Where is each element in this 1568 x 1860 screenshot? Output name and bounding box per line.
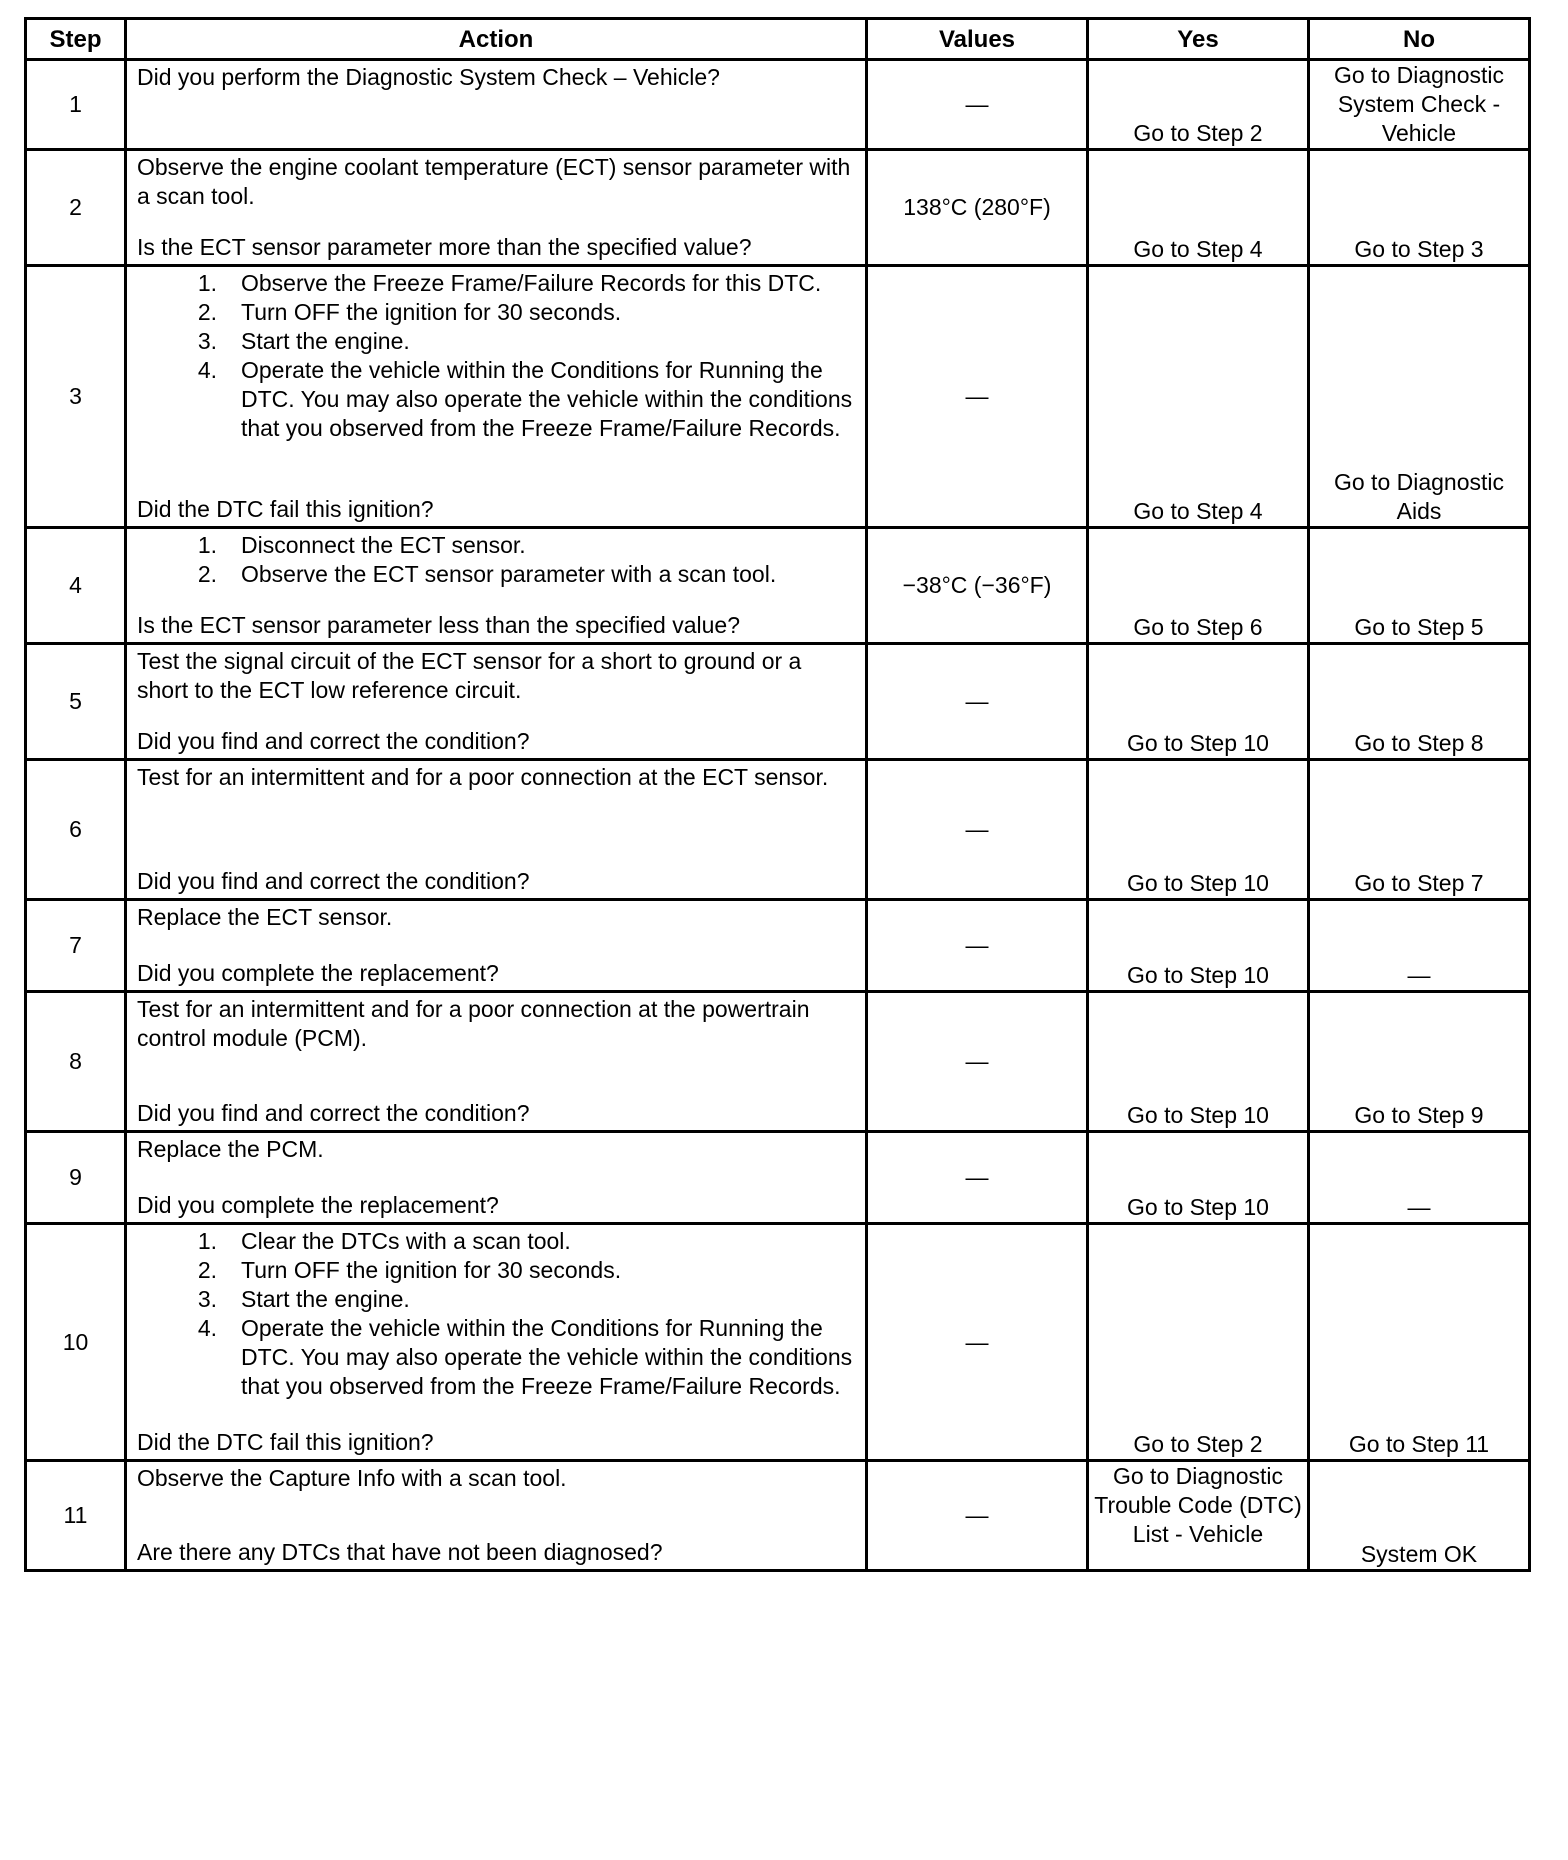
header-values: Values (867, 19, 1088, 60)
no-cell: — (1309, 900, 1530, 992)
value-cell: −38°C (−36°F) (867, 528, 1088, 644)
action-text: Replace the ECT sensor. (137, 904, 393, 930)
action-text: Test for an intermittent and for a poor connection at the ECT sensor. (137, 764, 829, 790)
step-number: 2 (26, 150, 126, 266)
action-question: Are there any DTCs that have not been diagnosed? (137, 1539, 663, 1565)
action-steps-list (137, 1227, 855, 1401)
list-item-number: 2. (197, 299, 217, 325)
header-row (26, 19, 1530, 60)
action-question: Is the ECT sensor parameter less than the specified value? (137, 612, 741, 638)
no-cell: System OK (1309, 1461, 1530, 1571)
table-row (26, 528, 1530, 644)
no-cell: Go to Step 8 (1309, 644, 1530, 760)
table-row (26, 266, 1530, 528)
action-cell (126, 266, 867, 528)
list-item (137, 531, 855, 560)
value-cell: — (867, 1132, 1088, 1224)
yes-cell: Go to Step 2 (1088, 1224, 1309, 1461)
value-cell: — (867, 266, 1088, 528)
step-number: 5 (26, 644, 126, 760)
table-body (26, 60, 1530, 1571)
action-text: Did you perform the Diagnostic System Check – Vehicle? (137, 64, 720, 90)
table-row (26, 1224, 1530, 1461)
action-question: Did you find and correct the condition? (137, 868, 530, 894)
step-number: 8 (26, 992, 126, 1132)
list-item-number: 3. (197, 328, 217, 354)
no-cell: Go to Diagnostic System Check - Vehicle (1309, 60, 1530, 150)
list-item-text: Operate the vehicle within the Conditions for Running the DTC. You may also operate the vehicle within the conditions that you observed from the Freeze Frame/Failure Records. (241, 357, 853, 441)
list-item-text: Turn OFF the ignition for 30 seconds. (241, 1257, 622, 1283)
action-question: Did the DTC fail this ignition? (137, 1429, 434, 1455)
step-number: 9 (26, 1132, 126, 1224)
step-number: 4 (26, 528, 126, 644)
list-item-text: Start the engine. (241, 328, 410, 354)
list-item-text: Disconnect the ECT sensor. (241, 532, 526, 558)
list-item (137, 298, 855, 327)
action-question: Did you find and correct the condition? (137, 1100, 530, 1126)
yes-cell: Go to Step 4 (1088, 266, 1309, 528)
action-cell (126, 1461, 867, 1571)
header-no: No (1309, 19, 1530, 60)
action-text: Observe the engine coolant temperature (ECT) sensor parameter with a scan tool. (137, 154, 851, 209)
action-steps-list (137, 531, 855, 589)
table-row (26, 1461, 1530, 1571)
header-action: Action (126, 19, 867, 60)
table-row (26, 900, 1530, 992)
yes-cell: Go to Step 10 (1088, 644, 1309, 760)
step-number: 7 (26, 900, 126, 992)
no-cell: Go to Step 5 (1309, 528, 1530, 644)
value-cell: 138°C (280°F) (867, 150, 1088, 266)
list-item (137, 356, 855, 443)
list-item (137, 1285, 855, 1314)
list-item (137, 1314, 855, 1401)
list-item-number: 4. (197, 1315, 217, 1341)
yes-cell: Go to Step 10 (1088, 760, 1309, 900)
action-question: Did you find and correct the condition? (137, 728, 530, 754)
header-step: Step (26, 19, 126, 60)
step-number: 10 (26, 1224, 126, 1461)
no-cell: Go to Step 7 (1309, 760, 1530, 900)
action-question: Did the DTC fail this ignition? (137, 496, 434, 522)
no-cell: — (1309, 1132, 1530, 1224)
value-cell: — (867, 900, 1088, 992)
header-yes: Yes (1088, 19, 1309, 60)
action-cell (126, 1224, 867, 1461)
action-question: Is the ECT sensor parameter more than the specified value? (137, 234, 752, 260)
list-item-text: Turn OFF the ignition for 30 seconds. (241, 299, 622, 325)
table-row (26, 644, 1530, 760)
list-item (137, 1227, 855, 1256)
no-cell: Go to Step 11 (1309, 1224, 1530, 1461)
yes-cell: Go to Diagnostic Trouble Code (DTC) List - Vehicle (1088, 1461, 1309, 1571)
list-item (137, 269, 855, 298)
list-item-number: 2. (197, 561, 217, 587)
table-row (26, 1132, 1530, 1224)
list-item-number: 1. (197, 1228, 217, 1254)
step-number: 11 (26, 1461, 126, 1571)
no-cell: Go to Step 9 (1309, 992, 1530, 1132)
table-row (26, 60, 1530, 150)
yes-cell: Go to Step 10 (1088, 900, 1309, 992)
list-item-number: 1. (197, 532, 217, 558)
list-item-number: 2. (197, 1257, 217, 1283)
value-cell: — (867, 1224, 1088, 1461)
value-cell: — (867, 644, 1088, 760)
action-cell (126, 528, 867, 644)
step-number: 6 (26, 760, 126, 900)
list-item-text: Observe the ECT sensor parameter with a scan tool. (241, 561, 777, 587)
action-cell (126, 644, 867, 760)
value-cell: — (867, 60, 1088, 150)
action-question: Did you complete the replacement? (137, 1192, 499, 1218)
value-cell: — (867, 1461, 1088, 1571)
list-item-number: 4. (197, 357, 217, 383)
action-cell (126, 900, 867, 992)
step-number: 3 (26, 266, 126, 528)
action-question: Did you complete the replacement? (137, 960, 499, 986)
table-row (26, 760, 1530, 900)
action-text: Test for an intermittent and for a poor connection at the powertrain control module (PCM). (137, 996, 810, 1051)
action-text: Test the signal circuit of the ECT sensor for a short to ground or a short to the ECT low reference circuit. (137, 648, 802, 703)
list-item-text: Clear the DTCs with a scan tool. (241, 1228, 571, 1254)
list-item-number: 3. (197, 1286, 217, 1312)
list-item (137, 327, 855, 356)
list-item-number: 1. (197, 270, 217, 296)
yes-cell: Go to Step 2 (1088, 60, 1309, 150)
value-cell: — (867, 760, 1088, 900)
step-number: 1 (26, 60, 126, 150)
action-cell (126, 1132, 867, 1224)
table-row (26, 992, 1530, 1132)
yes-cell: Go to Step 10 (1088, 1132, 1309, 1224)
list-item-text: Operate the vehicle within the Conditions for Running the DTC. You may also operate the vehicle within the conditions that you observed from the Freeze Frame/Failure Records. (241, 1315, 853, 1399)
action-cell (126, 992, 867, 1132)
yes-cell: Go to Step 4 (1088, 150, 1309, 266)
list-item (137, 560, 855, 589)
list-item-text: Observe the Freeze Frame/Failure Records for this DTC. (241, 270, 822, 296)
yes-cell: Go to Step 6 (1088, 528, 1309, 644)
yes-cell: Go to Step 10 (1088, 992, 1309, 1132)
table-row (26, 150, 1530, 266)
value-cell: — (867, 992, 1088, 1132)
action-cell (126, 60, 867, 150)
no-cell: Go to Step 3 (1309, 150, 1530, 266)
list-item-text: Start the engine. (241, 1286, 410, 1312)
action-text: Observe the Capture Info with a scan tool. (137, 1465, 567, 1491)
list-item (137, 1256, 855, 1285)
action-text: Replace the PCM. (137, 1136, 324, 1162)
action-cell (126, 760, 867, 900)
no-cell: Go to Diagnostic Aids (1309, 266, 1530, 528)
diagnostic-table (24, 17, 1531, 1572)
action-steps-list (137, 269, 855, 443)
action-cell (126, 150, 867, 266)
